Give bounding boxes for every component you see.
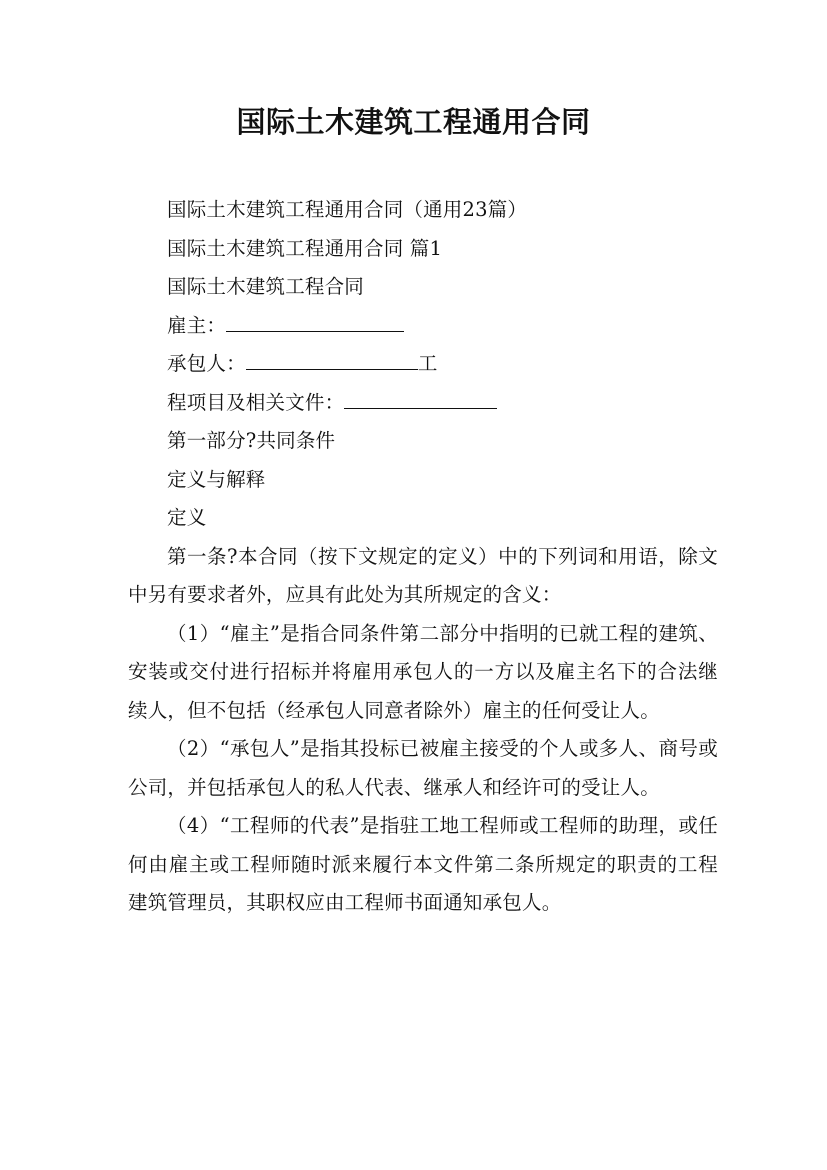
project-line <box>128 384 718 423</box>
contractor-line <box>128 345 718 384</box>
clause-4: （4）“工程师的代表”是指驻工地工程师或工程师的助理，或任何由雇主或工程师随时派来履行本文件第二条所规定的职责的工程建筑管理员，其职权应由工程师书面通知承包人。 <box>128 814 718 914</box>
contract-name: 国际土木建筑工程合同 <box>167 275 365 298</box>
employer-blank <box>226 309 404 332</box>
document-title: 国际土木建筑工程通用合同 <box>236 105 591 139</box>
contractor-suffix: 工 <box>417 352 438 375</box>
clause-1: （1）“雇主”是指合同条件第二部分中指明的已就工程的建筑、安装或交付进行招标并将雇用承包人的一方以及雇主名下的合法继续人，但不包括（经承包人同意者除外）雇主的任何受让人。 <box>128 621 718 722</box>
employer-label: 雇主： <box>167 313 227 337</box>
article-one: 第一条?本合同（按下文规定的定义）中的下列词和用语，除文中另有要求者外，应具有此处为其所规定的含义： <box>128 544 718 606</box>
employer-line <box>128 307 718 346</box>
part-one-heading: 第一部分?共同条件 <box>167 429 336 452</box>
subtitle-line: 国际土木建筑工程通用合同（通用23篇） <box>167 198 528 221</box>
project-blank <box>344 386 497 409</box>
definitions-subheading: 定义 <box>167 506 207 529</box>
clause-2: （2）“承包人”是指其投标已被雇主接受的个人或多人、商号或公司，并包括承包人的私人代表、继承人和经许可的受让人。 <box>128 737 718 799</box>
section-heading: 国际土木建筑工程通用合同 篇1 <box>167 236 443 260</box>
definitions-heading: 定义与解释 <box>167 467 266 491</box>
contractor-blank <box>246 347 418 370</box>
document-body <box>128 191 718 923</box>
contractor-label: 承包人： <box>167 352 246 375</box>
project-label: 程项目及相关文件： <box>167 390 345 414</box>
